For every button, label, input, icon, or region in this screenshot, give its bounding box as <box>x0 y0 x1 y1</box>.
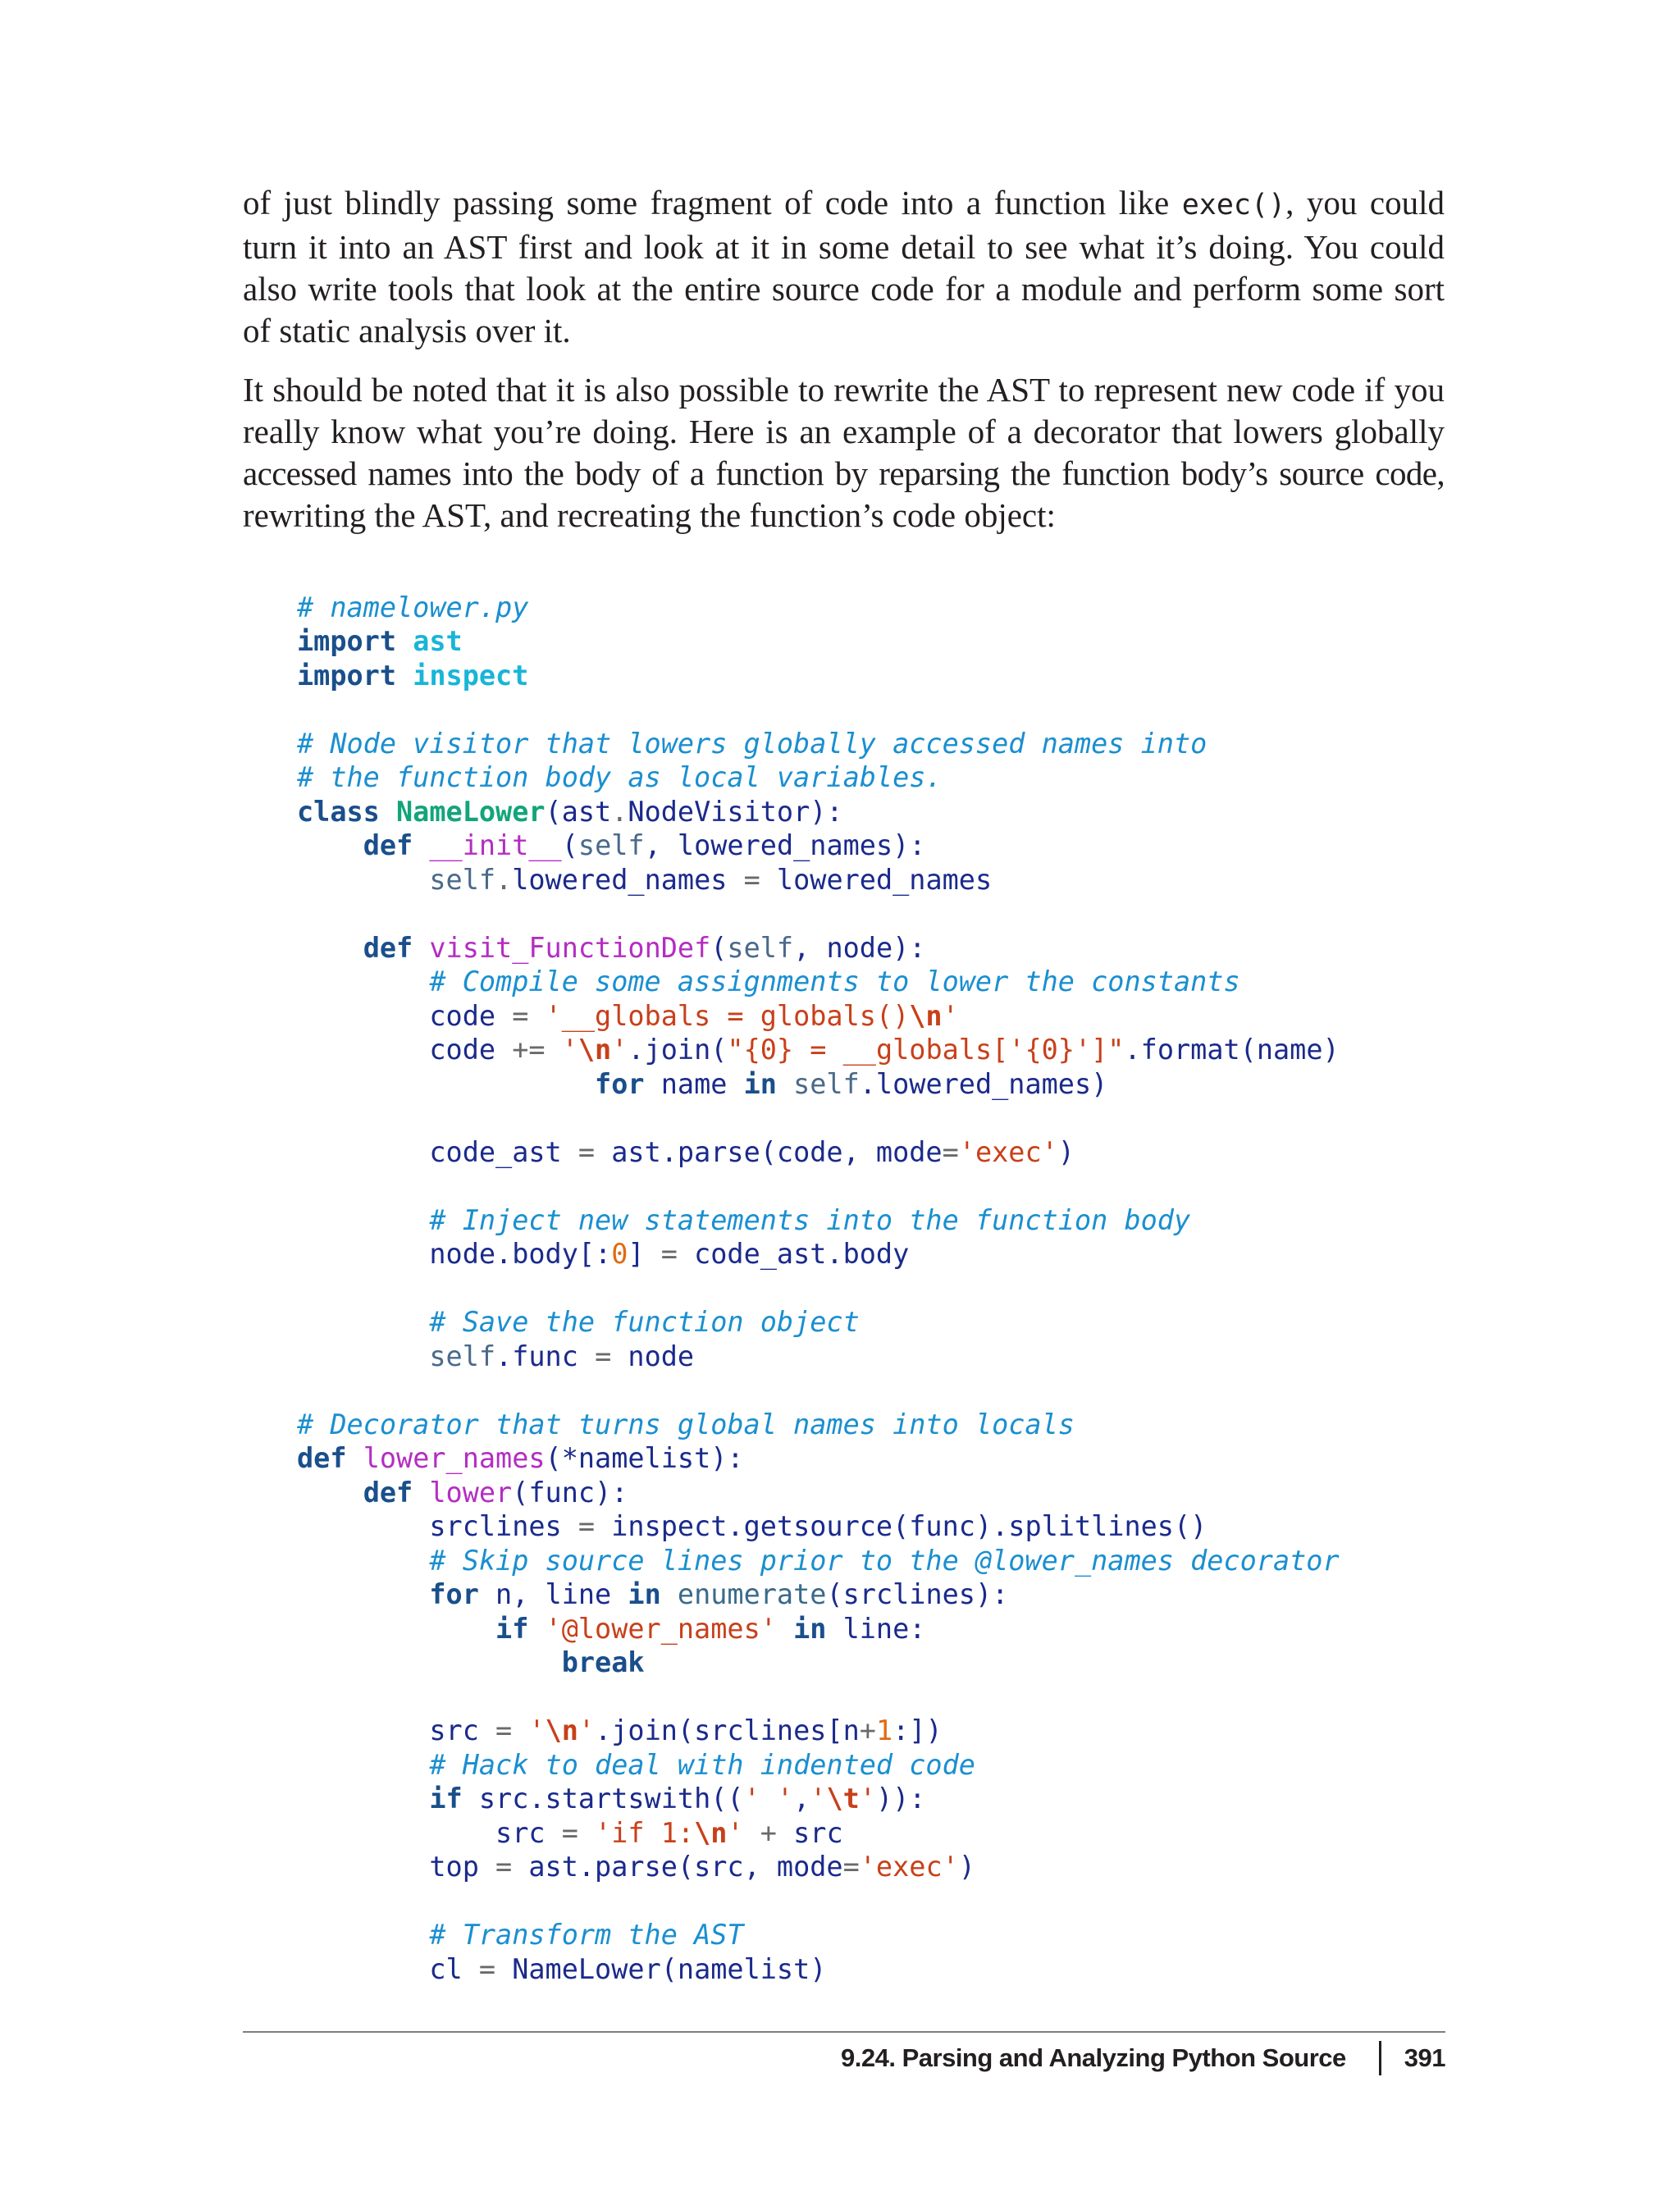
code-token: ) <box>1057 1135 1075 1168</box>
text-line: It should be noted that it is also possible to rewrite the AST to represent new code if you <box>243 371 1445 409</box>
code-token: def <box>363 931 413 964</box>
code-line-blank <box>297 1101 1445 1135</box>
code-token: code_ast.body <box>677 1238 910 1270</box>
text-line: of just blindly passing some fragment of code into a function like exec(), you could <box>243 184 1445 221</box>
code-token: = <box>578 1510 596 1542</box>
code-token: in <box>743 1067 777 1100</box>
page-number: 391 <box>1404 2043 1445 2072</box>
code-token: # Skip source lines prior to the @lower_names decorator <box>429 1544 1340 1577</box>
code-token: self <box>429 1340 496 1372</box>
code-token: = <box>512 999 529 1032</box>
code-line-blank <box>297 1884 1445 1919</box>
code-token: \n <box>578 1034 612 1066</box>
code-token: + <box>859 1714 876 1746</box>
code-token: line: <box>826 1612 926 1645</box>
code-token: lowered_names <box>760 863 993 896</box>
code-line <box>297 829 1445 863</box>
code-token: 'exec' <box>958 1135 1058 1168</box>
paragraph-rewrite-ast <box>243 369 1445 536</box>
code-line <box>297 965 1445 999</box>
code-token: lowered_names <box>512 863 744 896</box>
code-line-blank <box>297 1373 1445 1408</box>
footer-divider <box>243 2031 1445 2033</box>
code-token: '__globals = globals() <box>528 999 910 1032</box>
code-token: = <box>942 1135 959 1168</box>
code-token: # Inject new statements into the function body <box>429 1203 1191 1236</box>
code-token: . <box>495 863 513 896</box>
code-token: . <box>611 795 628 828</box>
code-token: ' <box>545 1034 578 1066</box>
code-line <box>297 624 1445 659</box>
code-token: inspect <box>413 659 529 692</box>
code-token: lower <box>429 1476 513 1509</box>
code-token: (*namelist): <box>545 1442 744 1474</box>
code-token: \n <box>909 999 943 1032</box>
text-line: turn it into an AST first and look at it in some detail to see what it’s doing. You could <box>243 228 1445 266</box>
code-token: , lowered_names): <box>644 829 926 861</box>
code-token: , <box>793 1783 810 1815</box>
code-token: cl <box>429 1952 479 1985</box>
code-token: self <box>727 931 794 964</box>
code-token: ] <box>628 1238 661 1270</box>
code-line <box>297 1441 1445 1476</box>
code-token: import <box>297 625 397 657</box>
code-token: .join( <box>628 1034 728 1066</box>
footer-separator <box>1379 2041 1381 2075</box>
code-token: :]) <box>892 1714 943 1746</box>
code-token: .format(name) <box>1124 1034 1340 1066</box>
code-token: for <box>595 1067 645 1100</box>
code-token: 0 <box>611 1238 628 1270</box>
code-token: 'if 1: <box>578 1816 695 1849</box>
code-token: visit_FunctionDef <box>429 931 711 964</box>
code-line-blank <box>297 1271 1445 1306</box>
code-line <box>297 931 1445 966</box>
code-line-blank <box>297 692 1445 727</box>
code-line <box>297 863 1445 897</box>
code-token: if <box>429 1783 463 1815</box>
code-token: )): <box>875 1783 926 1815</box>
code-token: NameLower <box>396 795 546 828</box>
code-line <box>297 1782 1445 1816</box>
code-token: # Decorator that turns global names into locals <box>297 1408 1075 1440</box>
code-token: # the function body as local variables. <box>297 761 943 793</box>
code-token: def <box>363 829 413 861</box>
code-token: src <box>429 1714 496 1746</box>
code-token: = <box>478 1952 496 1985</box>
code-token: ' <box>942 999 959 1032</box>
code-line <box>297 1918 1445 1952</box>
code-token: (ast <box>545 795 612 828</box>
code-token: ast.parse(code, mode <box>595 1135 943 1168</box>
code-token: ' <box>578 1714 596 1746</box>
page-footer <box>841 2041 1445 2075</box>
code-token: 1 <box>875 1714 893 1746</box>
code-token: n, line <box>478 1578 628 1610</box>
code-token: \n <box>545 1714 578 1746</box>
code-token: code <box>429 1034 513 1066</box>
code-token: ( <box>561 829 578 861</box>
code-line <box>297 760 1445 795</box>
code-token: .func <box>495 1340 596 1372</box>
code-line <box>297 1408 1445 1442</box>
code-token: enumerate <box>660 1578 827 1610</box>
code-token: ' <box>810 1783 827 1815</box>
code-line <box>297 1577 1445 1612</box>
code-token: ' <box>727 1816 744 1849</box>
code-line <box>297 999 1445 1034</box>
code-token: 'exec' <box>859 1851 959 1883</box>
code-token: = <box>578 1135 596 1168</box>
code-token: name <box>644 1067 744 1100</box>
code-token: top <box>429 1851 496 1883</box>
code-token: src.startswith(( <box>462 1783 744 1815</box>
code-token: code <box>429 999 513 1032</box>
code-token: class <box>297 795 380 828</box>
code-line <box>297 1612 1445 1646</box>
code-token: \t <box>826 1783 860 1815</box>
code-token: # Hack to deal with indented code <box>429 1748 975 1781</box>
code-token: ' <box>859 1783 876 1815</box>
code-token: \n <box>694 1816 728 1849</box>
code-token: node <box>611 1340 695 1372</box>
code-token: (func): <box>512 1476 628 1509</box>
code-line <box>297 1067 1445 1102</box>
code-token: break <box>561 1646 645 1678</box>
code-line <box>297 1952 1445 1987</box>
code-line <box>297 1714 1445 1748</box>
code-token: "{0} = __globals['{0}']" <box>727 1034 1125 1066</box>
code-line <box>297 1816 1445 1851</box>
code-line <box>297 1135 1445 1170</box>
code-token: in <box>776 1612 827 1645</box>
code-token: __init__ <box>429 829 562 861</box>
paragraph-intro <box>243 182 1445 352</box>
code-line <box>297 1476 1445 1510</box>
text-line: also write tools that look at the entire source code for a module and perform some sort <box>243 270 1445 308</box>
code-token: node.body[: <box>429 1238 612 1270</box>
code-line <box>297 1646 1445 1680</box>
code-token: import <box>297 659 397 692</box>
code-token: = <box>495 1714 513 1746</box>
text-line: of static analysis over it. <box>243 312 571 349</box>
code-token: ' <box>512 1714 546 1746</box>
code-token: ) <box>958 1851 975 1883</box>
code-token: code_ast <box>429 1135 578 1168</box>
code-token: = <box>660 1238 678 1270</box>
code-token: ( <box>710 931 728 964</box>
code-token: if <box>495 1612 529 1645</box>
code-token: in <box>628 1578 661 1610</box>
text-line: rewriting the AST, and recreating the function’s code object: <box>243 496 1056 534</box>
code-token: .lowered_names) <box>859 1067 1108 1100</box>
code-token: for <box>429 1578 479 1610</box>
code-token: = <box>842 1851 860 1883</box>
code-token: def <box>363 1476 413 1509</box>
section-title: 9.24. Parsing and Analyzing Python Source <box>841 2043 1346 2072</box>
code-token: ' <box>611 1034 628 1066</box>
code-token: , node): <box>793 931 926 964</box>
code-token: self <box>776 1067 860 1100</box>
code-line <box>297 1237 1445 1271</box>
code-token: = <box>743 863 760 896</box>
code-token: def <box>297 1442 347 1474</box>
code-line-blank <box>297 1680 1445 1714</box>
code-token: ast.parse(src, mode <box>512 1851 843 1883</box>
code-token: self <box>429 863 496 896</box>
code-token: = <box>495 1851 513 1883</box>
code-line <box>297 1203 1445 1238</box>
code-token: ast <box>413 625 463 657</box>
text-line: accessed names into the body of a function by reparsing the function body’s source code, <box>243 454 1445 492</box>
code-line-blank <box>297 897 1445 931</box>
code-token: # Compile some assignments to lower the constants <box>429 966 1240 998</box>
code-line <box>297 1850 1445 1884</box>
code-listing <box>297 556 1445 2054</box>
code-token: inspect.getsource(func).splitlines() <box>595 1510 1208 1542</box>
code-token: # namelower.py <box>297 591 529 623</box>
code-line <box>297 1033 1445 1067</box>
text-line: really know what you’re doing. Here is an example of a decorator that lowers globally <box>243 413 1445 450</box>
code-line-blank <box>297 1169 1445 1203</box>
code-token: # Transform the AST <box>429 1919 744 1951</box>
code-line <box>297 659 1445 693</box>
code-token: # Node visitor that lowers globally accessed names into <box>297 727 1208 760</box>
code-line <box>297 795 1445 829</box>
code-line <box>297 1748 1445 1783</box>
code-token: = <box>561 1816 578 1849</box>
code-line <box>297 1544 1445 1578</box>
code-token: # Save the function object <box>429 1306 860 1338</box>
code-token: ' ' <box>743 1783 794 1815</box>
code-token: src <box>776 1816 843 1849</box>
code-token: '@lower_names' <box>528 1612 777 1645</box>
code-line <box>297 1509 1445 1544</box>
code-token: NodeVisitor): <box>628 795 843 828</box>
code-line <box>297 727 1445 761</box>
code-token: NameLower(namelist) <box>495 1952 827 1985</box>
code-token: lower_names <box>363 1442 546 1474</box>
code-line <box>297 591 1445 625</box>
inline-code-exec: exec() <box>1181 189 1286 221</box>
code-token: + <box>743 1816 777 1849</box>
code-line <box>297 1340 1445 1374</box>
code-token: = <box>595 1340 612 1372</box>
code-token: += <box>512 1034 546 1066</box>
code-token: self <box>578 829 645 861</box>
code-token: src <box>495 1816 562 1849</box>
code-token: (srclines): <box>826 1578 1009 1610</box>
code-line <box>297 1305 1445 1340</box>
code-token: srclines <box>429 1510 578 1542</box>
code-token: .join(srclines[n <box>595 1714 860 1746</box>
